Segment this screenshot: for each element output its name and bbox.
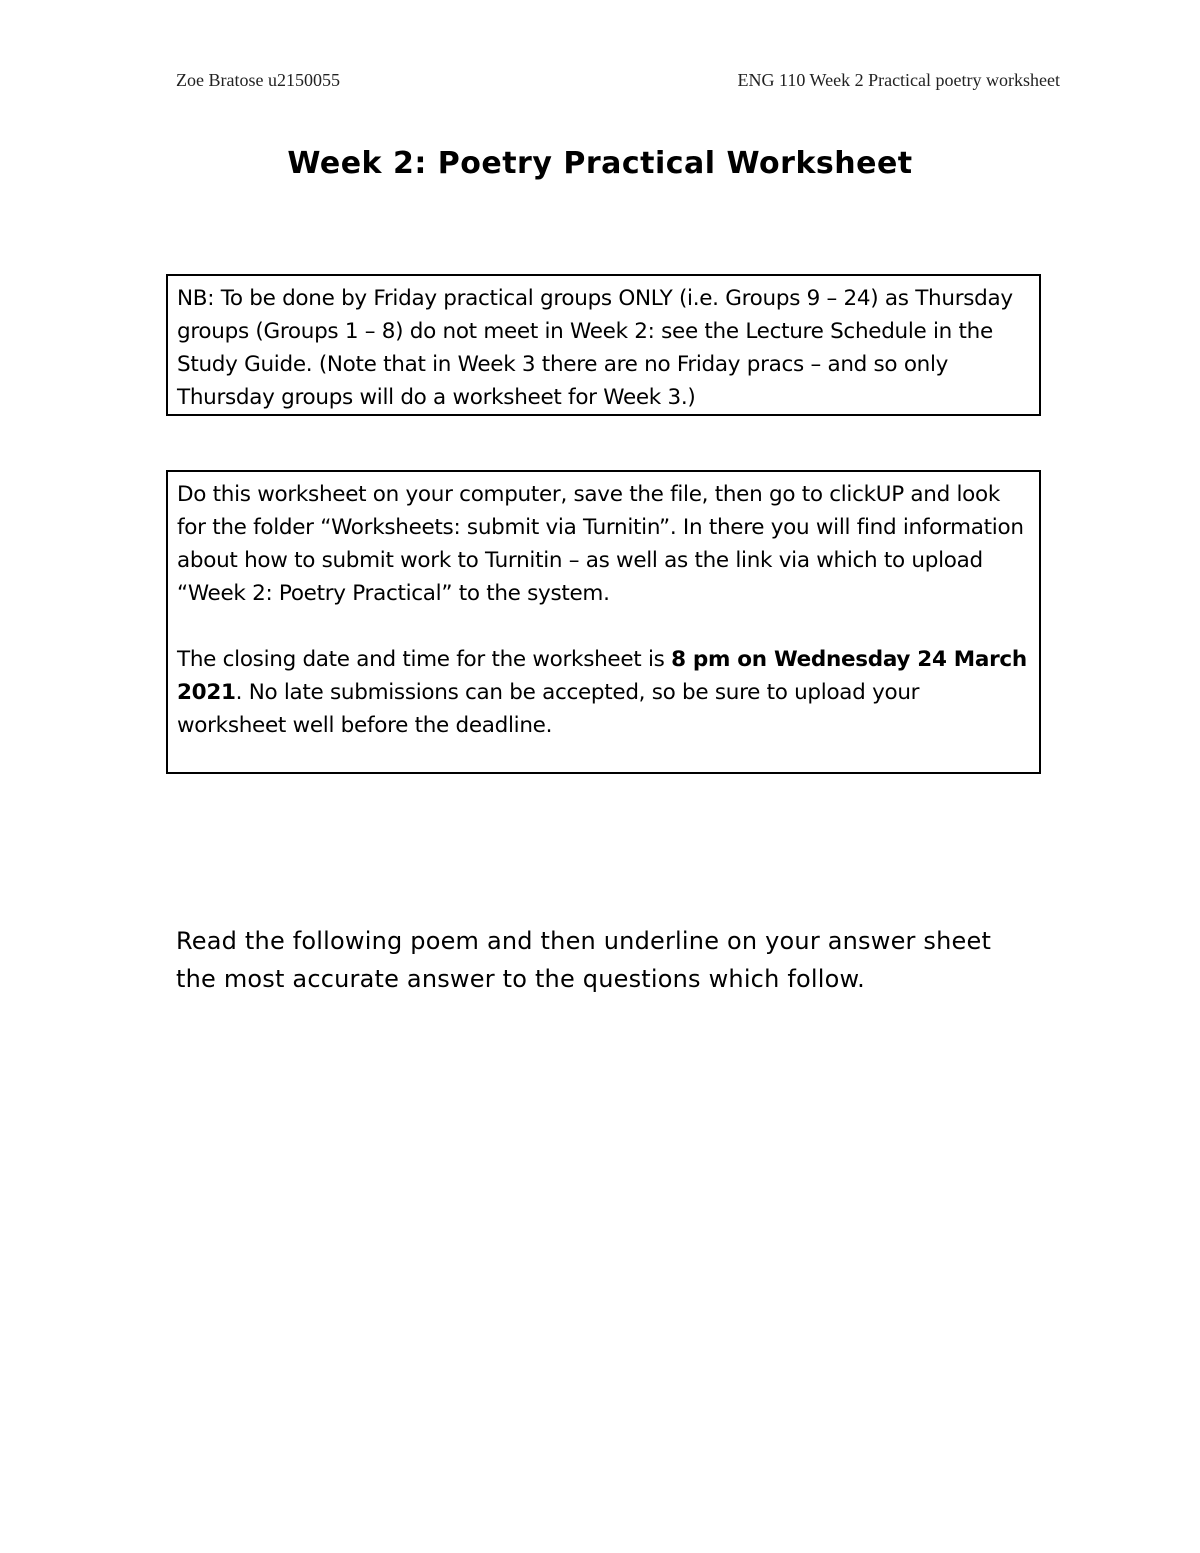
deadline-suffix: . No late submissions can be accepted, so be sure to upload your worksheet well before the deadline. <box>177 680 920 738</box>
submission-box <box>166 470 1041 774</box>
poem-instruction: Read the following poem and then underline on your answer sheet the most accurate answer to the questions which follow. <box>176 927 992 993</box>
deadline-prefix: The closing date and time for the worksheet is <box>177 647 672 672</box>
notice-box <box>166 274 1041 416</box>
deadline-date: 8 pm on Wednesday 24 March 2021 <box>177 647 1027 705</box>
header-course-title: ENG 110 Week 2 Practical poetry worksheet <box>737 70 1060 90</box>
header-student-name: Zoe Bratose u2150055 <box>176 70 340 90</box>
deadline-paragraph <box>177 643 1031 742</box>
notice-text: NB: To be done by Friday practical groups ONLY (i.e. Groups 9 – 24) as Thursday groups (Groups 1 – 8) do not meet in Week 2: see the Lecture Schedule in the Study Guide. (Note that in Week 3 there are no Friday pracs – and so only Thursday groups will do a worksheet for Week 3.) <box>177 286 1013 410</box>
submission-instructions: Do this worksheet on your computer, save the file, then go to clickUP and look for the folder “Worksheets: submit via Turnitin”. In there you will find information about how to submit work to Turnitin – as well as the link via which to upload “Week 2: Poetry Practical” to the system. <box>177 482 1024 606</box>
page-title: Week 2: Poetry Practical Worksheet <box>287 146 913 181</box>
